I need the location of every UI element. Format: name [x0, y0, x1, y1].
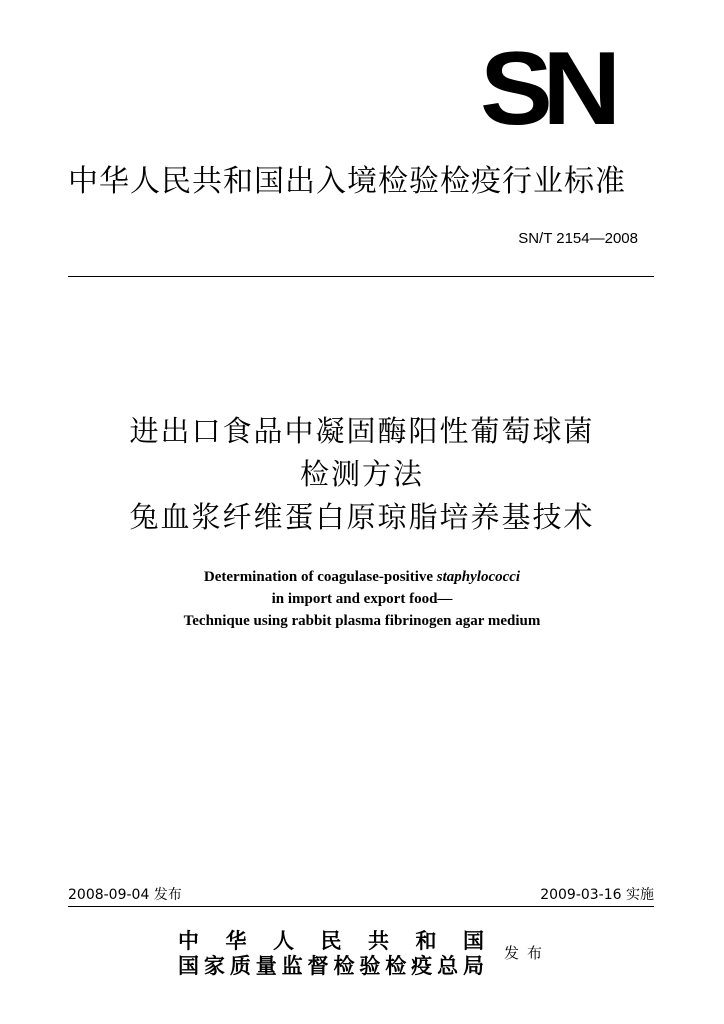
- sn-logo: SN: [480, 31, 611, 147]
- chinese-title-line-1: 进出口食品中凝固酶阳性葡萄球菌: [129, 414, 595, 448]
- chinese-title-line-3: 兔血浆纤维蛋白原琼脂培养基技术: [129, 500, 595, 534]
- issuer-agency: 国家质量监督检验检疫总局: [178, 953, 484, 978]
- chinese-title-line-2: 检测方法: [299, 457, 424, 491]
- english-title: [0, 566, 724, 632]
- bottom-divider: [68, 906, 654, 907]
- implementation-date: 2009-03-16 实施: [540, 887, 654, 903]
- english-title-line-1-text: Determination of coagulase-positive: [203, 569, 437, 585]
- english-title-line-1: [0, 566, 724, 588]
- top-divider: [68, 276, 654, 277]
- english-title-line-2: in import and export food—: [271, 591, 453, 607]
- english-title-italic-term: staphylococci: [436, 569, 521, 585]
- issue-date: 2008-09-04 发布: [68, 887, 182, 903]
- chinese-title: [0, 410, 724, 539]
- standard-number: SN/T 2154—2008: [518, 230, 638, 247]
- issuing-authority-title: 中华人民共和国出入境检验检疫行业标准: [68, 164, 626, 199]
- issue-label: 发布: [504, 944, 551, 962]
- issuer-country: 中 华 人 民 共 和 国: [178, 928, 484, 953]
- english-title-line-3: Technique using rabbit plasma fibrinogen agar medium: [183, 613, 541, 629]
